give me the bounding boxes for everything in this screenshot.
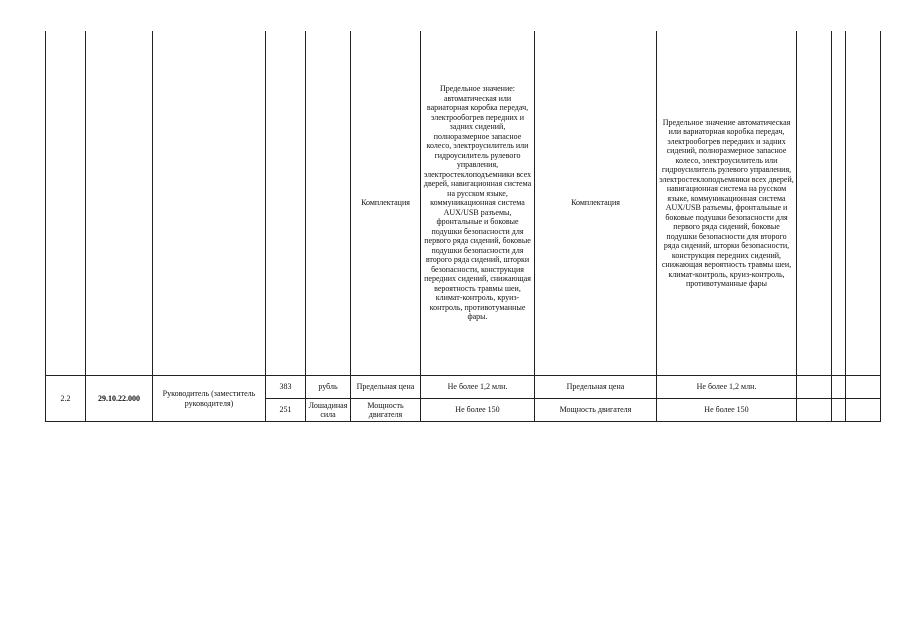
cell-empty — [306, 31, 351, 376]
cell-empty — [86, 31, 153, 376]
value-cell: Не более 1,2 млн. — [421, 376, 535, 399]
characteristic-cell: Мощность двигателя — [351, 399, 421, 422]
cell-empty — [46, 31, 86, 376]
cell-empty — [797, 399, 832, 422]
cell-empty — [153, 31, 266, 376]
position-cell: Руководитель (заместитель руководителя) — [153, 376, 266, 422]
okei-code: 251 — [266, 399, 306, 422]
characteristic-cell: Мощность двигателя — [535, 399, 657, 422]
cell-empty — [846, 31, 881, 376]
cell-empty — [832, 376, 846, 399]
cell-empty — [846, 376, 881, 399]
cell-empty — [266, 31, 306, 376]
cell-empty — [832, 31, 846, 376]
cell-empty — [797, 31, 832, 376]
unit-name: рубль — [306, 376, 351, 399]
characteristic-cell: Комплектация — [535, 31, 657, 376]
requirements-table — [45, 31, 881, 422]
value-cell: Не более 1,2 млн. — [657, 376, 797, 399]
characteristic-cell: Предельная цена — [351, 376, 421, 399]
table-row — [46, 376, 881, 399]
value-cell: Не более 150 — [657, 399, 797, 422]
characteristic-cell: Предельная цена — [535, 376, 657, 399]
okpd-code: 29.10.22.000 — [86, 376, 153, 422]
cell-empty — [832, 399, 846, 422]
table-row — [46, 31, 881, 376]
cell-empty — [797, 376, 832, 399]
value-cell: Предельное значение автоматическая или вариаторная коробка передач, электрообогрев передних и задних сидений, полноразмерное запасное колесо, электроусилитель или гидроусилитель рулевого управления, электростеклоподъемники всех дверей, навигационная система на русском языке, коммуникационная система AUX/USB разъемы, фронтальные и боковые подушки безопасности для первого ряда сидений, боковые подушки безопасности для второго ряда сидений, шторки безопасности, конструкция передних сидений, снижающая вероятность травмы шеи, климат-контроль, круиз-контроль, противотуманные фары — [657, 31, 797, 376]
unit-name: Лошадиная сила — [306, 399, 351, 422]
value-cell: Предельное значение: автоматическая или вариаторная коробка передач, электрообогрев передних и задних сидений, полноразмерное запасное колесо, электроусилитель или гидроусилитель рулевого управления, электростеклоподъемники всех дверей, навигационная система на русском языке, коммуникационная система AUX/USB разъемы, фронтальные и боковые подушки безопасности для первого ряда сидений, боковые подушки безопасности для второго ряда сидений, шторки безопасности, конструкция передних сидений, снижающая вероятность травмы шеи, климат-контроль, круиз-контроль, противотуманные фары. — [421, 31, 535, 376]
cell-empty — [846, 399, 881, 422]
characteristic-cell: Комплектация — [351, 31, 421, 376]
value-cell: Не более 150 — [421, 399, 535, 422]
okei-code: 383 — [266, 376, 306, 399]
row-number: 2.2 — [46, 376, 86, 422]
